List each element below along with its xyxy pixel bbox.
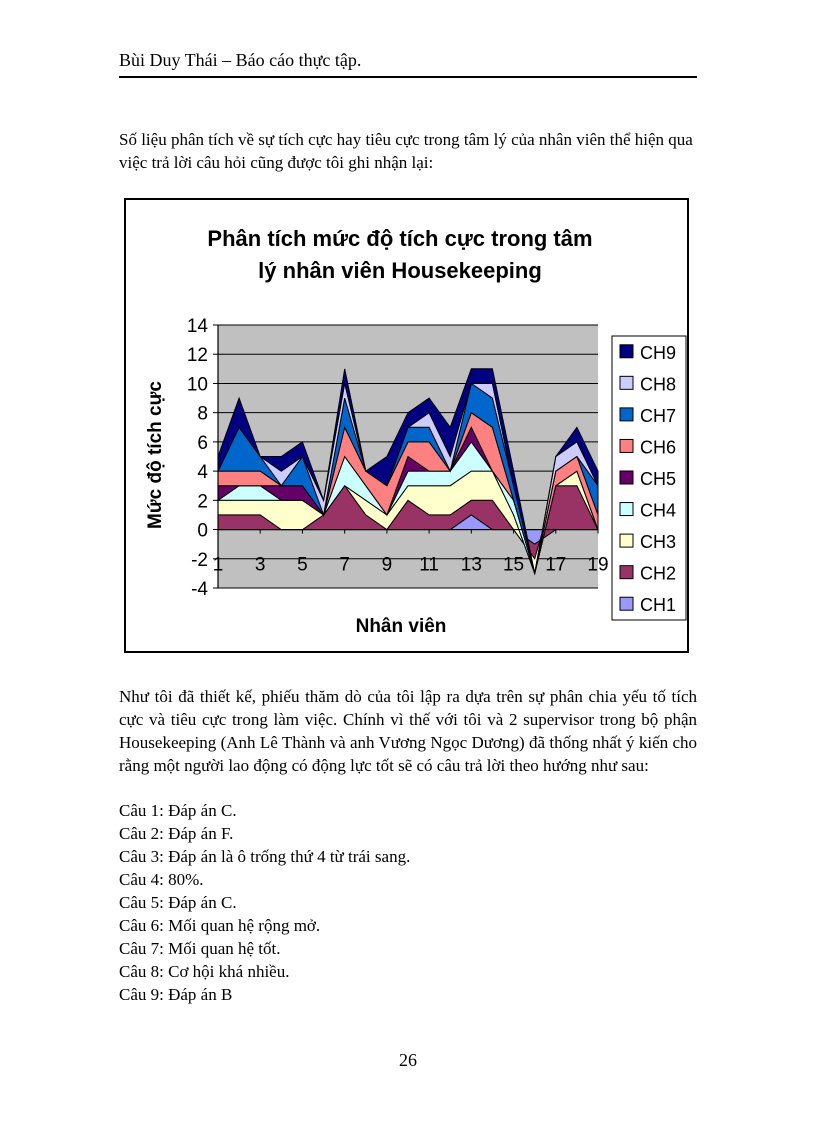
y-tick-label: 10 xyxy=(186,374,208,396)
x-tick-label: 11 xyxy=(419,554,439,576)
y-tick-label: 2 xyxy=(197,491,208,513)
legend-label-ch6: CH6 xyxy=(640,437,677,458)
y-tick-label: -4 xyxy=(191,579,208,600)
y-tick-label: 8 xyxy=(197,403,208,425)
chart-title-line-1: Phân tích mức độ tích cực trong tâm xyxy=(207,226,593,251)
x-tick-label: 13 xyxy=(460,554,482,576)
legend-label-ch1: CH1 xyxy=(640,595,677,616)
x-tick-label: 9 xyxy=(381,554,393,576)
x-tick-label: 3 xyxy=(254,554,266,576)
intro-paragraph: Số liệu phân tích về sự tích cực hay tiêu cực trong tâm lý của nhân viên thể hiện qua việc trả lời câu hỏi cũng được tôi ghi nhận lại: xyxy=(119,130,693,172)
legend-swatch-ch9 xyxy=(620,345,633,358)
legend-swatch-ch4 xyxy=(620,503,633,516)
x-tick-label: 1 xyxy=(212,554,224,576)
x-tick-label: 17 xyxy=(545,554,567,576)
answer-list xyxy=(119,799,410,1006)
y-tick-label: -2 xyxy=(191,549,208,571)
answer-line: Câu 2: Đáp án F. xyxy=(119,824,234,843)
x-tick-label: 7 xyxy=(339,554,350,576)
y-tick-label: 6 xyxy=(197,432,208,454)
legend-swatch-ch2 xyxy=(620,566,633,579)
legend-label-ch4: CH4 xyxy=(640,500,677,521)
x-axis-label: Nhân viên xyxy=(355,616,447,637)
legend-swatch-ch7 xyxy=(620,408,633,421)
x-tick-label: 5 xyxy=(297,554,308,576)
y-tick-label: 12 xyxy=(186,345,208,367)
answer-line: Câu 6: Mối quan hệ rộng mở. xyxy=(119,916,321,935)
legend-label-ch9: CH9 xyxy=(640,342,677,363)
y-tick-label: 0 xyxy=(197,520,208,542)
legend-label-ch5: CH5 xyxy=(640,469,677,489)
body-paragraph: Như tôi đã thiết kế, phiếu thăm dò của tôi lập ra dựa trên sự phân chia yếu tố tích cực và tiêu cực trong làm việc. Chính vì thế với tôi và 2 supervisor trong bộ phận Housekeeping (Anh Lê Thành và anh Vương Ngọc Dương) đã thống nhất ý kiến cho rằng một người lao động có động lực tốt sẽ có câu trả lời theo hướng như sau: xyxy=(119,687,697,775)
answer-line: Câu 4: 80%. xyxy=(119,870,204,889)
answer-line: Câu 9: Đáp án B xyxy=(119,985,233,1004)
answer-line: Câu 8: Cơ hội khá nhiều. xyxy=(119,962,290,981)
answer-line: Câu 5: Đáp án C. xyxy=(119,893,237,912)
legend-swatch-ch1 xyxy=(620,597,633,610)
answer-line: Câu 1: Đáp án C. xyxy=(119,801,237,820)
answer-line: Câu 3: Đáp án là ô trống thứ 4 từ trái sang. xyxy=(119,847,411,866)
page-header: Bùi Duy Thái – Báo cáo thực tập. xyxy=(119,50,362,70)
y-tick-label: 14 xyxy=(186,316,208,337)
chart-title-line-2: lý nhân viên Housekeeping xyxy=(258,258,542,283)
legend-label-ch8: CH8 xyxy=(640,374,677,395)
header-rule xyxy=(119,76,697,78)
x-tick-label: 19 xyxy=(587,554,609,576)
legend-swatch-ch3 xyxy=(620,534,633,547)
x-tick-label: 15 xyxy=(502,554,525,576)
legend-label-ch2: CH2 xyxy=(640,563,677,584)
y-axis-label: Mức độ tích cực xyxy=(145,381,166,529)
page-number: 26 xyxy=(399,1050,417,1070)
legend-label-ch7: CH7 xyxy=(640,405,677,426)
stacked-area-chart xyxy=(126,200,687,651)
legend-swatch-ch5 xyxy=(620,471,633,484)
legend-label-ch3: CH3 xyxy=(640,532,677,553)
answer-line: Câu 7: Mối quan hệ tốt. xyxy=(119,939,281,958)
legend-swatch-ch8 xyxy=(620,376,633,389)
y-tick-label: 4 xyxy=(197,462,208,484)
legend-swatch-ch6 xyxy=(620,439,633,452)
chart-frame xyxy=(124,198,689,653)
